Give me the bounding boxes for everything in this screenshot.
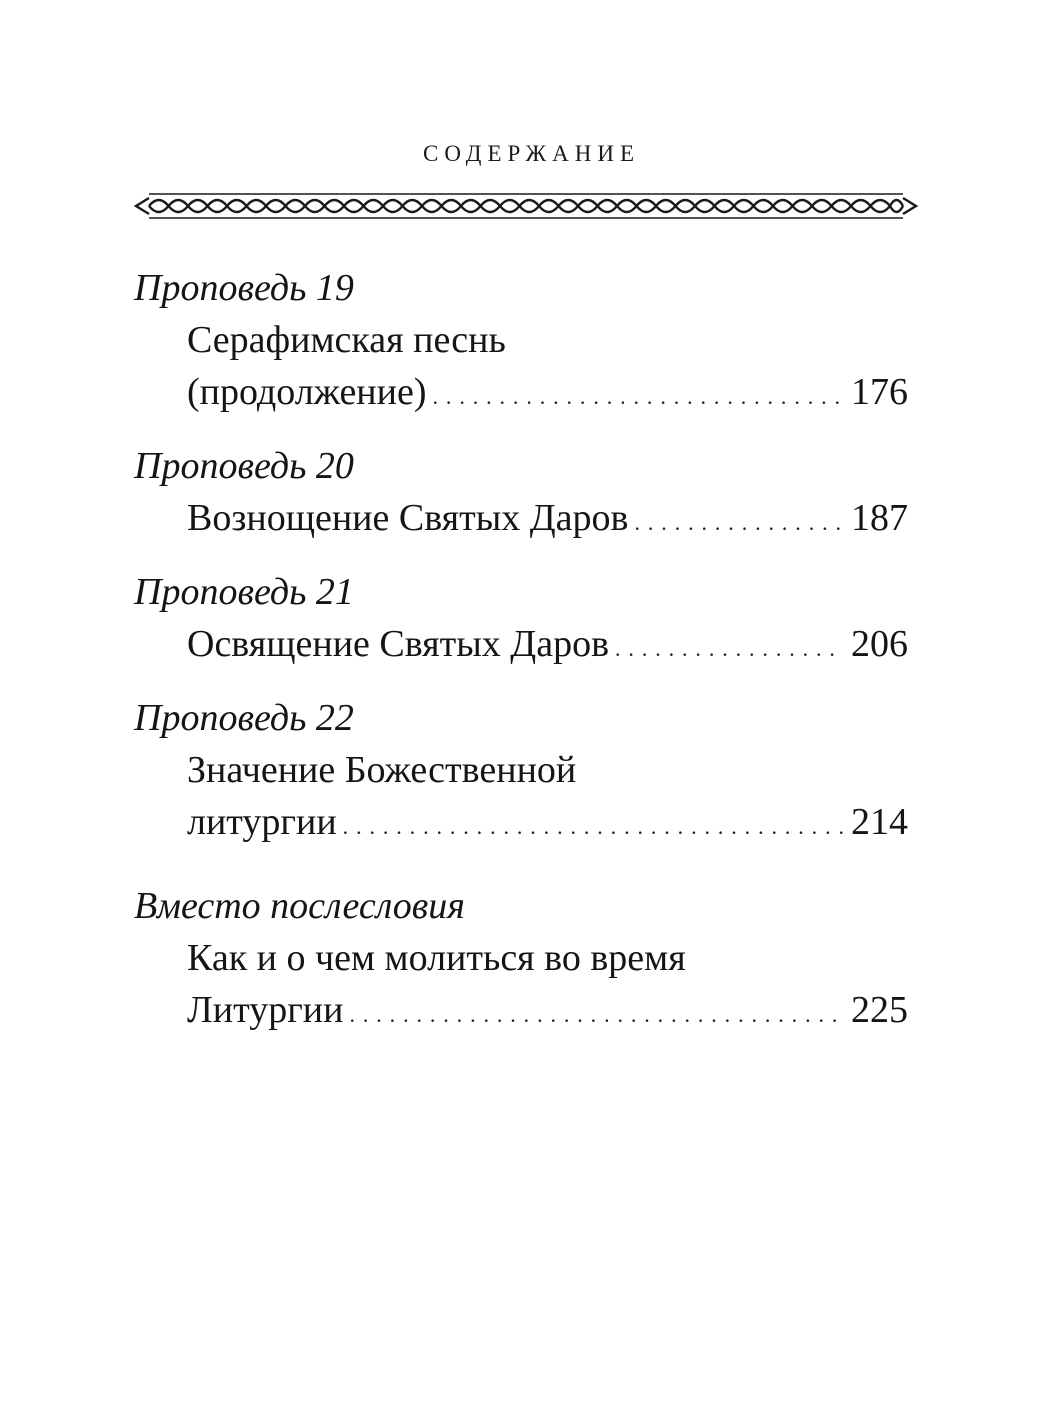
toc-entry-label: Проповедь 19 bbox=[134, 267, 354, 309]
toc-entry-title-line: литургии bbox=[187, 801, 337, 843]
toc-entry-page-number: 225 bbox=[851, 989, 908, 1031]
toc-entry-label: Проповедь 21 bbox=[134, 571, 354, 613]
toc-entry bbox=[134, 262, 908, 418]
toc-entry-label: Проповедь 20 bbox=[134, 445, 354, 487]
toc-entry-title-line: Серафимская песнь bbox=[187, 319, 506, 361]
page-title: СОДЕРЖАНИЕ bbox=[422, 141, 640, 166]
toc-entry-title-line: Значение Божественной bbox=[187, 749, 577, 791]
toc-entry-final-line bbox=[134, 984, 908, 1036]
dot-leader bbox=[349, 989, 843, 1041]
toc-entry-final-line bbox=[134, 796, 908, 848]
toc-entry-title-line: Освящение Святых Даров bbox=[187, 623, 610, 665]
dot-leader bbox=[343, 801, 843, 853]
toc-entry-title-line: (продолжение) bbox=[187, 371, 427, 413]
toc-entry bbox=[134, 880, 908, 1036]
toc-entry-final-line bbox=[134, 366, 908, 418]
toc-entry-page-number: 206 bbox=[851, 623, 908, 665]
toc-entry-title-line: Вознощение Святых Даров bbox=[187, 497, 629, 539]
toc-entry bbox=[134, 440, 908, 544]
dot-leader bbox=[635, 497, 844, 549]
dot-leader bbox=[615, 623, 843, 675]
toc-entry bbox=[134, 692, 908, 848]
dot-leader bbox=[433, 371, 843, 423]
toc-entry-page-number: 187 bbox=[851, 497, 908, 539]
toc-entry-label: Вместо послесловия bbox=[134, 885, 465, 927]
decorative-ornament-divider bbox=[133, 189, 919, 223]
toc-entry-page-number: 176 bbox=[851, 371, 908, 413]
toc-entry-title-line: Как и о чем молиться во время bbox=[187, 937, 686, 979]
toc-entry-final-line bbox=[134, 492, 908, 544]
toc-entry bbox=[134, 566, 908, 670]
toc-entry-final-line bbox=[134, 618, 908, 670]
toc-entry-page-number: 214 bbox=[851, 801, 908, 843]
toc-entry-label: Проповедь 22 bbox=[134, 697, 354, 739]
toc-entry-title-line: Литургии bbox=[187, 989, 344, 1031]
table-of-contents bbox=[134, 262, 908, 1036]
